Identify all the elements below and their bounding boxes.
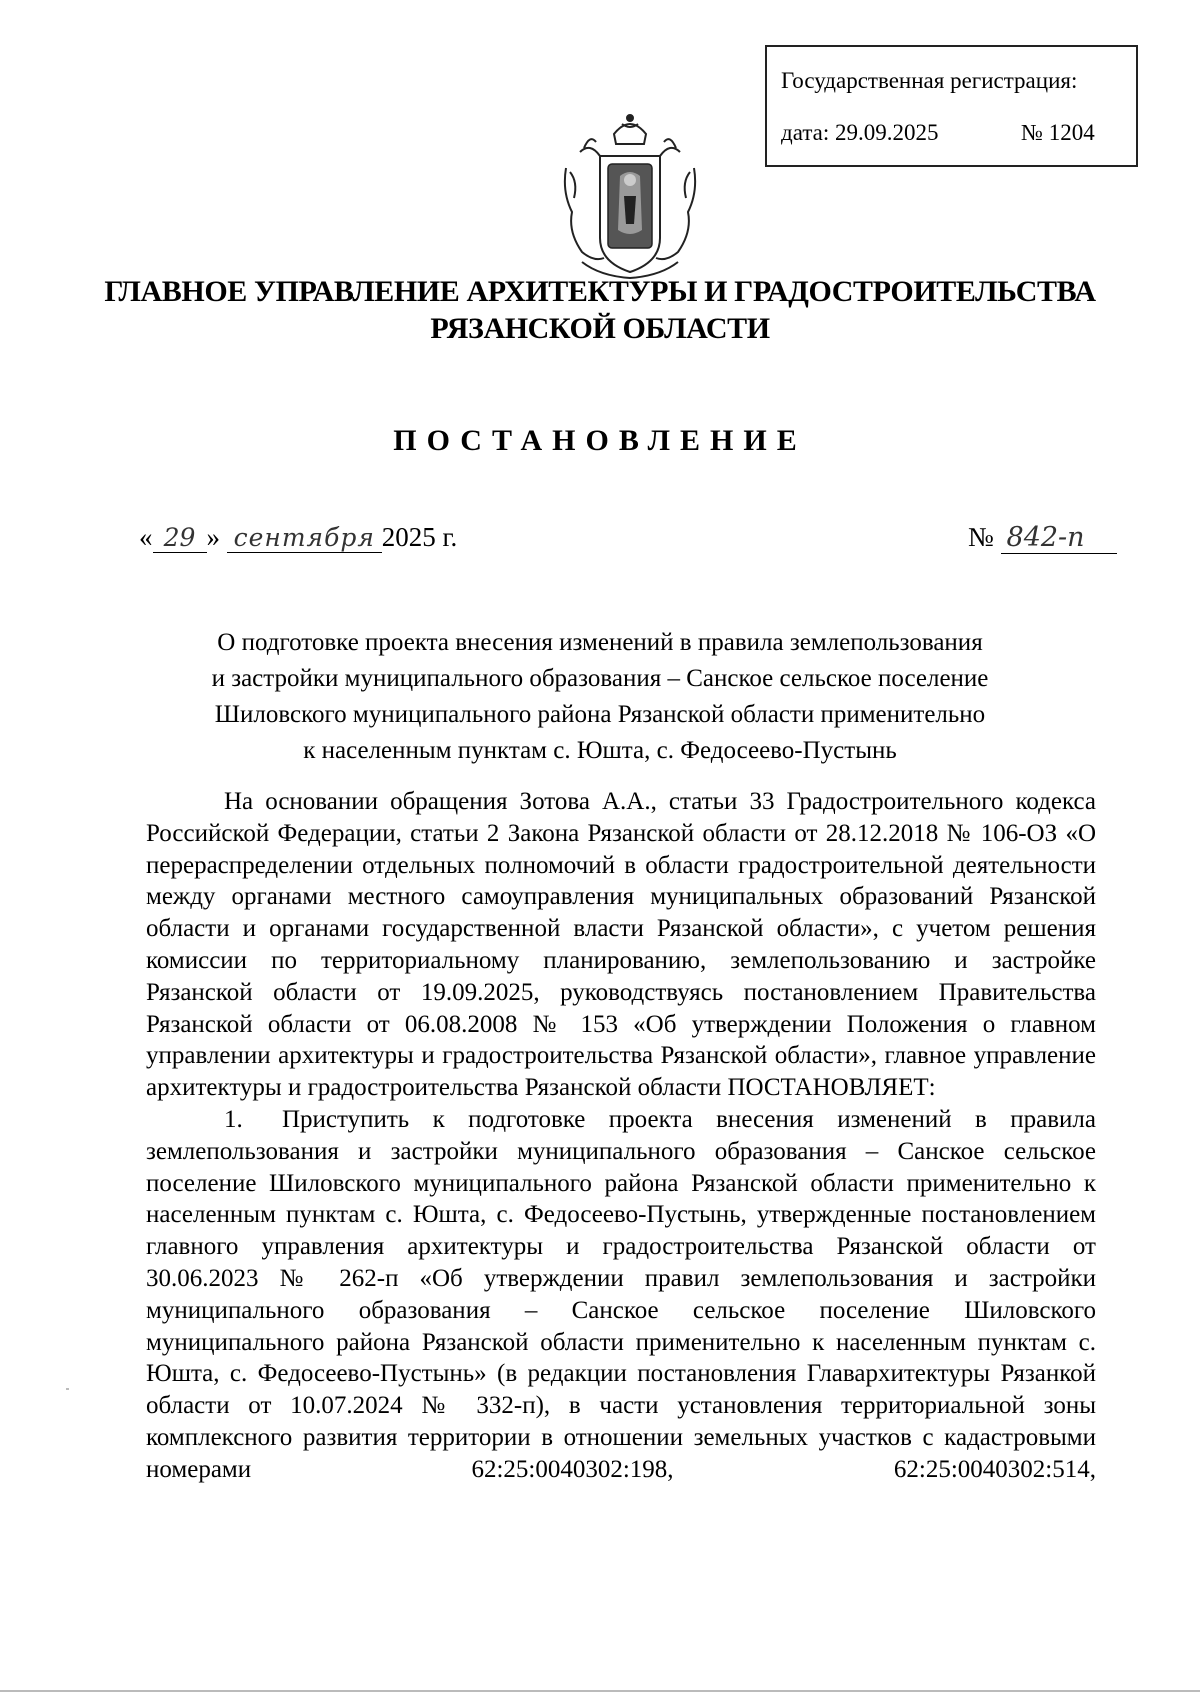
registration-title: Государственная регистрация: [781,68,1078,93]
date-month-handwritten: сентября [227,523,382,553]
document-type-title: ПОСТАНОВЛЕНИЕ [393,424,807,457]
document-date [139,522,457,553]
number-value-handwritten: 842-п [1001,522,1117,554]
preamble-paragraph: На основании обращения Зотова А.А., статьи 33 Градостроительного кодекса Российской Федерации, статьи 2 Закона Рязанской области от 28.12.2018 № 106-ОЗ «О перераспределении отдельных полномочий в области градостроительной деятельности между органами местного самоуправления муниципальных образований Рязанской области и органами государственной власти Рязанской области», с учетом решения комиссии по территориальному планированию, землепользованию и застройке Рязанской области от 19.09.2025, руководствуясь постановлением Правительства Рязанской области от 06.08.2008 № 153 «Об утверждении Положения о главном управлении архитектуры и градостроительства Рязанской области», главное управление архитектуры и градостроительства Рязанской области ПОСТАНОВЛЯЕТ: [146,788,1096,1102]
document-subject [150,625,1050,769]
subject-line: к населенным пунктам с. Юшта, с. Федосеево-Пустынь [303,737,897,764]
item-1-number: 1. [224,1105,243,1133]
registration-stamp [765,45,1138,167]
subject-line: Шиловского муниципального района Рязанской области применительно [214,701,986,728]
item-1-text: Приступить к подготовке проекта внесения изменений в правила землепользования и застройки муниципального образования – Санское сельское поселение Шиловского муниципального района Рязанской области применительно к населенным пунктам с. Юшта, с. Федосеево-Пустынь, утвержденные постановлением главного управления архитектуры и градостроительства Рязанской области от 30.06.2023 № 262-п «Об утверждении правил землепользования и застройки муниципального образования – Санское сельское поселение Шиловского муниципального района Рязанской области применительно к населенным пунктам с. Юшта, с. Федосеево-Пустынь» (в редакции постановления Главархитектуры Рязанкой области от 10.07.2024 № 332-п), в части установления территориальной зоны комплексного развития территории в отношении земельных участков с кадастровыми номерами 62:25:0040302:198, 62:25:0040302:514, [146,1105,1096,1483]
date-day-handwritten: 29 [153,523,207,553]
organization-name-line-2: РЯЗАНСКОЙ ОБЛАСТИ [430,312,770,345]
document-number [968,522,1117,554]
number-prefix: № [968,522,994,552]
subject-line: и застройки муниципального образования – Санское сельское поселение [211,665,989,692]
coat-of-arms-icon [560,112,700,280]
registration-number: № 1204 [1021,120,1095,145]
document-body [146,786,1096,1486]
scan-speck [66,1388,69,1390]
subject-line: О подготовке проекта внесения изменений в правила землепользования [217,629,983,656]
date-close-quote: » [206,522,220,552]
organization-name-line-1: ГЛАВНОЕ УПРАВЛЕНИЕ АРХИТЕКТУРЫ И ГРАДОСТРОИТЕЛЬСТВА [104,275,1096,308]
scan-edge [0,1690,1200,1692]
item-1-paragraph [146,1104,1096,1486]
date-year: 2025 г. [381,522,458,552]
date-open-quote: « [139,522,153,552]
registration-date: дата: 29.09.2025 [781,120,939,145]
